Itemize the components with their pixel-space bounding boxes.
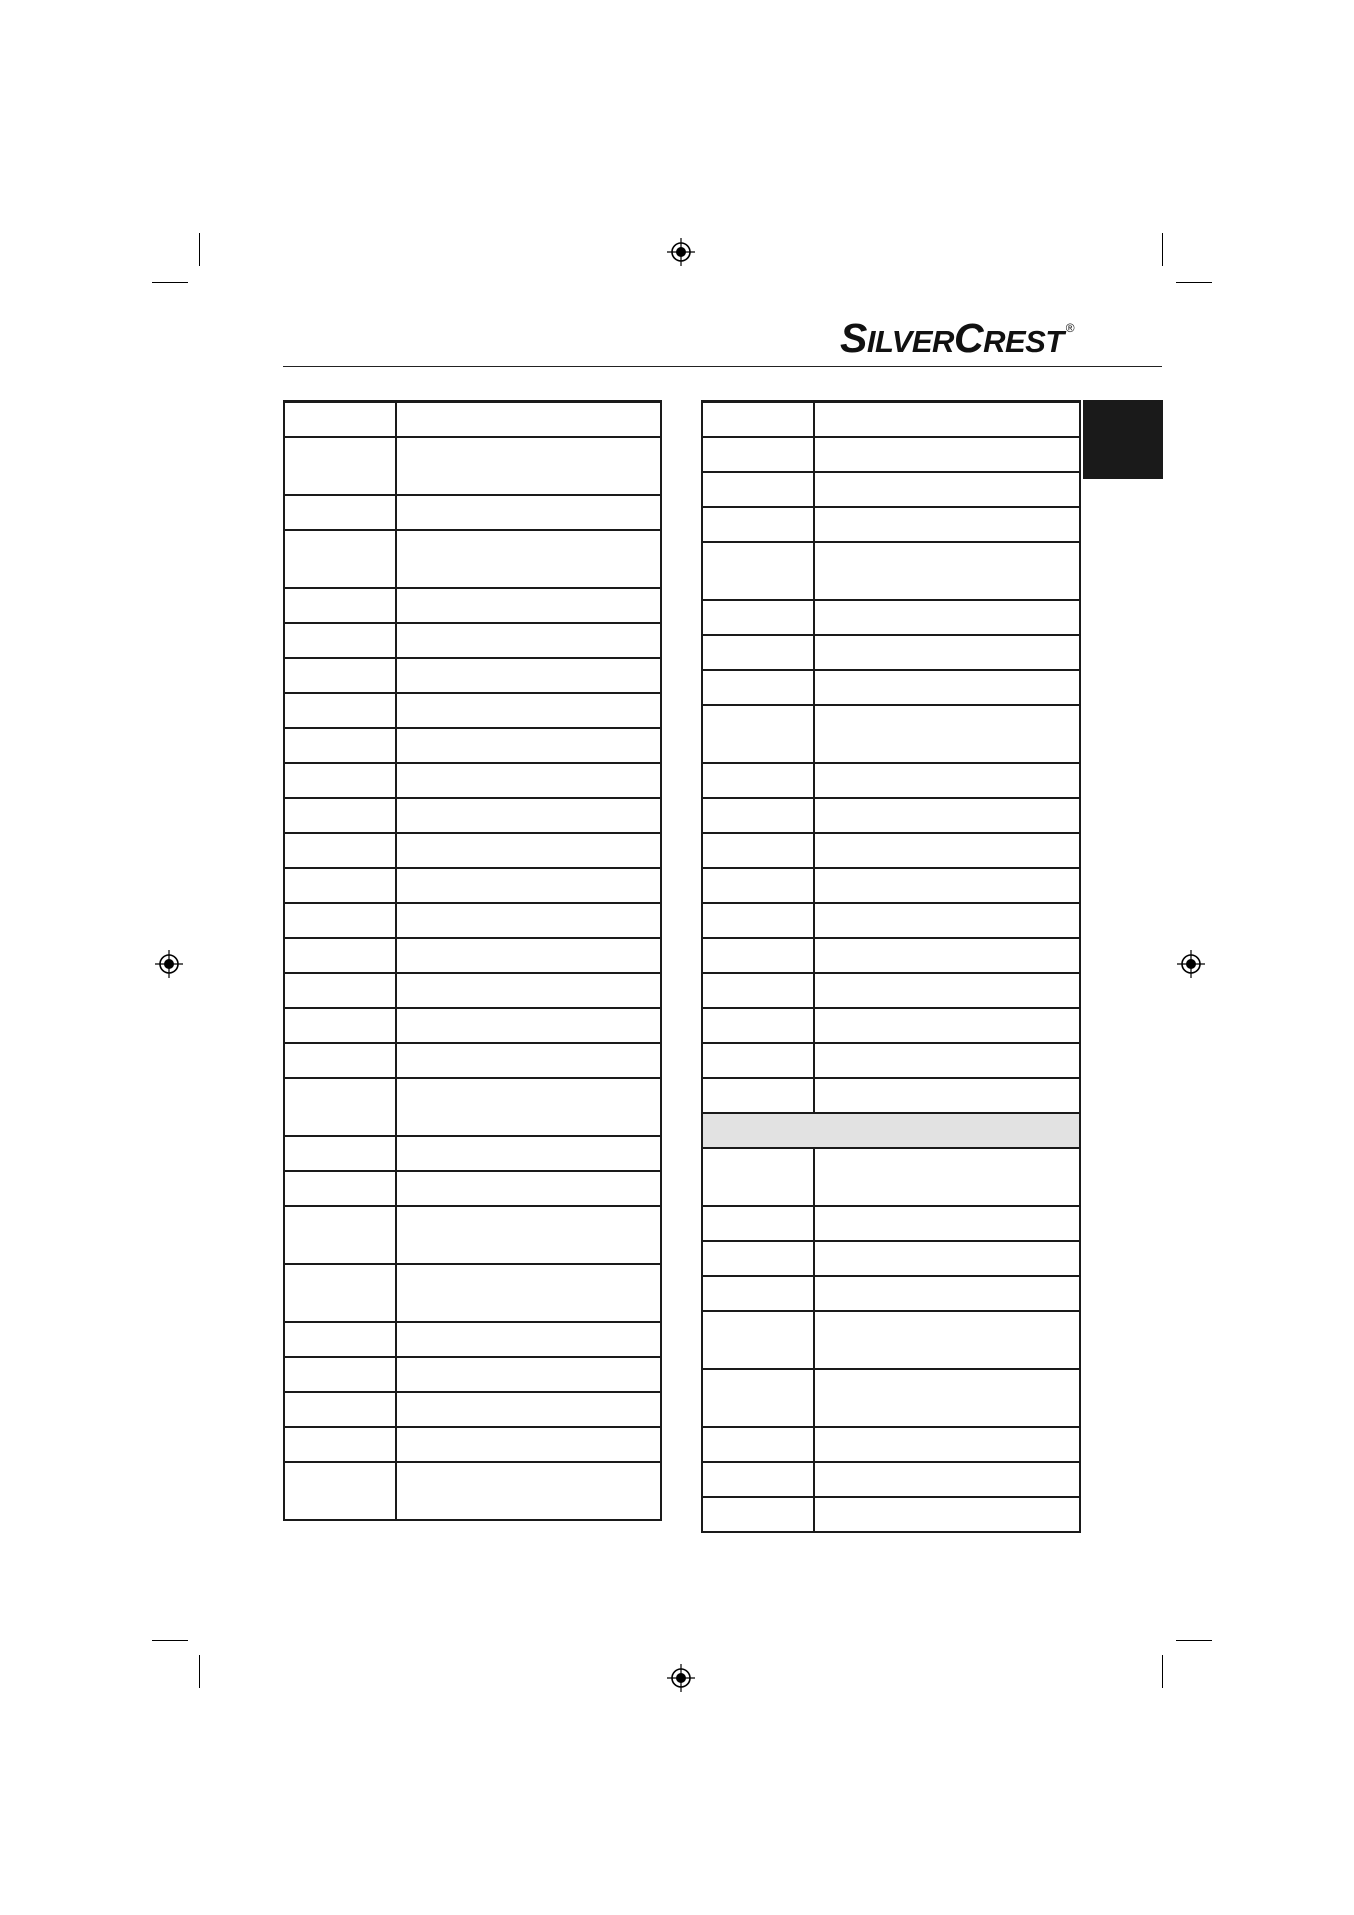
table-row xyxy=(702,472,1080,507)
row-value-cell xyxy=(396,1357,661,1392)
row-label-cell xyxy=(702,437,814,472)
crop-mark-bottom-right-h xyxy=(1176,1640,1212,1641)
registration-mark-icon xyxy=(1177,950,1205,978)
row-value-cell xyxy=(396,437,661,495)
row-value-cell xyxy=(814,1241,1080,1276)
table-row xyxy=(284,833,661,868)
row-value-cell xyxy=(814,705,1080,763)
row-label-cell xyxy=(702,542,814,600)
table-row xyxy=(702,1148,1080,1206)
table-row xyxy=(702,670,1080,705)
table-row xyxy=(284,1043,661,1078)
logo-text-ilver: ILVER xyxy=(866,324,954,359)
table-row xyxy=(284,530,661,588)
table-row xyxy=(702,1276,1080,1311)
row-label-cell xyxy=(702,1311,814,1369)
crop-mark-top-left-v xyxy=(199,233,200,266)
row-label-cell xyxy=(284,728,396,763)
header-rule xyxy=(283,366,1162,367)
table-row xyxy=(702,1369,1080,1427)
table-row xyxy=(702,1008,1080,1043)
table-row xyxy=(284,1171,661,1206)
table-row xyxy=(702,973,1080,1008)
row-label-cell xyxy=(284,495,396,530)
row-label-cell xyxy=(702,1043,814,1078)
registration-mark-icon xyxy=(155,950,183,978)
row-value-cell xyxy=(396,1043,661,1078)
table-row xyxy=(702,507,1080,542)
row-label-cell xyxy=(284,1078,396,1136)
table-row xyxy=(702,798,1080,833)
row-value-cell xyxy=(814,1206,1080,1241)
table-row xyxy=(702,763,1080,798)
row-value-cell xyxy=(396,1078,661,1136)
row-label-cell xyxy=(702,1008,814,1043)
row-value-cell xyxy=(396,1171,661,1206)
table-row xyxy=(284,868,661,903)
row-value-cell xyxy=(396,1462,661,1520)
row-label-cell xyxy=(284,1206,396,1264)
row-label-cell xyxy=(284,402,396,437)
table-row xyxy=(284,437,661,495)
table-row xyxy=(284,938,661,973)
table-row xyxy=(702,938,1080,973)
table-row xyxy=(702,402,1080,437)
row-value-cell xyxy=(396,1392,661,1427)
row-label-cell xyxy=(284,1171,396,1206)
table-row xyxy=(284,1264,661,1322)
row-label-cell xyxy=(284,1392,396,1427)
row-label-cell xyxy=(284,903,396,938)
registration-mark-icon xyxy=(667,1664,695,1692)
table-row xyxy=(284,1206,661,1264)
row-label-cell xyxy=(702,973,814,1008)
row-label-cell xyxy=(702,798,814,833)
table-row xyxy=(284,1392,661,1427)
crop-mark-top-left-h xyxy=(152,282,188,283)
logo-letter-s: S xyxy=(840,315,867,361)
row-value-cell xyxy=(814,1148,1080,1206)
row-label-cell xyxy=(284,623,396,658)
table-row xyxy=(284,623,661,658)
table-row xyxy=(284,495,661,530)
row-value-cell xyxy=(396,495,661,530)
table-row xyxy=(702,1427,1080,1462)
row-value-cell xyxy=(396,1136,661,1171)
row-value-cell xyxy=(396,1264,661,1322)
row-label-cell xyxy=(702,507,814,542)
row-label-cell xyxy=(284,833,396,868)
table-row xyxy=(284,1427,661,1462)
row-label-cell xyxy=(284,973,396,1008)
row-value-cell xyxy=(814,635,1080,670)
row-label-cell xyxy=(702,600,814,635)
row-value-cell xyxy=(814,1427,1080,1462)
row-label-cell xyxy=(284,437,396,495)
row-value-cell xyxy=(396,763,661,798)
table-row xyxy=(702,1078,1080,1113)
section-header-cell xyxy=(702,1113,1080,1148)
table-row xyxy=(284,1136,661,1171)
logo-text-rest: REST xyxy=(983,324,1064,359)
section-tab-marker xyxy=(1083,400,1163,479)
row-value-cell xyxy=(396,903,661,938)
table-row xyxy=(284,1462,661,1520)
table-row xyxy=(702,1241,1080,1276)
logo-letter-c: C xyxy=(953,315,984,361)
row-label-cell xyxy=(284,1136,396,1171)
row-label-cell xyxy=(702,1462,814,1497)
right-table xyxy=(701,400,1081,1533)
row-label-cell xyxy=(702,1369,814,1427)
row-label-cell xyxy=(284,1427,396,1462)
crop-mark-bottom-left-v xyxy=(199,1655,200,1688)
row-value-cell xyxy=(396,833,661,868)
table-row xyxy=(702,903,1080,938)
table-row xyxy=(284,973,661,1008)
row-label-cell xyxy=(284,1322,396,1357)
row-value-cell xyxy=(814,1078,1080,1113)
row-value-cell xyxy=(396,938,661,973)
row-label-cell xyxy=(702,635,814,670)
row-label-cell xyxy=(702,1206,814,1241)
row-value-cell xyxy=(396,1206,661,1264)
table-row xyxy=(284,1078,661,1136)
row-value-cell xyxy=(396,588,661,623)
row-value-cell xyxy=(814,1311,1080,1369)
row-value-cell xyxy=(814,798,1080,833)
row-value-cell xyxy=(396,530,661,588)
table-row xyxy=(702,1311,1080,1369)
table-row xyxy=(284,693,661,728)
table-row xyxy=(284,1357,661,1392)
row-value-cell xyxy=(396,728,661,763)
row-value-cell xyxy=(814,542,1080,600)
registration-mark-icon xyxy=(667,238,695,266)
table-row xyxy=(702,437,1080,472)
row-label-cell xyxy=(284,693,396,728)
crop-mark-top-right-h xyxy=(1176,282,1212,283)
row-value-cell xyxy=(814,868,1080,903)
row-label-cell xyxy=(284,763,396,798)
row-label-cell xyxy=(284,1043,396,1078)
row-label-cell xyxy=(702,1078,814,1113)
table-row xyxy=(284,798,661,833)
row-label-cell xyxy=(702,1427,814,1462)
row-value-cell xyxy=(814,763,1080,798)
row-value-cell xyxy=(396,868,661,903)
table-row xyxy=(284,1008,661,1043)
row-label-cell xyxy=(702,1148,814,1206)
row-label-cell xyxy=(284,1357,396,1392)
table-row xyxy=(284,1322,661,1357)
table-row xyxy=(702,635,1080,670)
row-value-cell xyxy=(396,693,661,728)
row-label-cell xyxy=(284,798,396,833)
row-value-cell xyxy=(814,938,1080,973)
table-row xyxy=(284,903,661,938)
row-label-cell xyxy=(702,670,814,705)
row-label-cell xyxy=(284,588,396,623)
crop-mark-bottom-right-v xyxy=(1162,1655,1163,1688)
table-row xyxy=(702,542,1080,600)
row-value-cell xyxy=(396,973,661,1008)
row-label-cell xyxy=(284,868,396,903)
row-label-cell xyxy=(284,658,396,693)
row-value-cell xyxy=(814,1008,1080,1043)
row-label-cell xyxy=(702,868,814,903)
table-row xyxy=(702,868,1080,903)
row-label-cell xyxy=(284,530,396,588)
brand-logo xyxy=(840,315,1075,361)
table-row xyxy=(702,1206,1080,1241)
row-value-cell xyxy=(814,1043,1080,1078)
row-label-cell xyxy=(702,705,814,763)
row-label-cell xyxy=(284,1462,396,1520)
table-row xyxy=(284,763,661,798)
table-row xyxy=(284,402,661,437)
row-label-cell xyxy=(284,938,396,973)
left-table xyxy=(283,400,662,1521)
row-value-cell xyxy=(814,1276,1080,1311)
row-value-cell xyxy=(814,600,1080,635)
table-row xyxy=(284,588,661,623)
row-value-cell xyxy=(814,1497,1080,1532)
registered-trademark: ® xyxy=(1065,321,1075,335)
table-row xyxy=(702,1462,1080,1497)
row-value-cell xyxy=(396,1008,661,1043)
row-label-cell xyxy=(702,1276,814,1311)
row-value-cell xyxy=(396,1322,661,1357)
row-value-cell xyxy=(396,1427,661,1462)
row-value-cell xyxy=(814,437,1080,472)
row-value-cell xyxy=(396,798,661,833)
row-value-cell xyxy=(814,670,1080,705)
table-row xyxy=(702,1043,1080,1078)
table-row xyxy=(702,833,1080,868)
section-header-row xyxy=(702,1113,1080,1148)
row-label-cell xyxy=(284,1264,396,1322)
table-row xyxy=(702,1497,1080,1532)
row-label-cell xyxy=(702,938,814,973)
row-label-cell xyxy=(702,472,814,507)
table-row xyxy=(702,600,1080,635)
row-label-cell xyxy=(702,402,814,437)
crop-mark-bottom-left-h xyxy=(152,1640,188,1641)
row-value-cell xyxy=(814,1369,1080,1427)
row-value-cell xyxy=(814,507,1080,542)
row-value-cell xyxy=(396,623,661,658)
row-value-cell xyxy=(814,973,1080,1008)
row-label-cell xyxy=(702,903,814,938)
row-label-cell xyxy=(702,763,814,798)
crop-mark-top-right-v xyxy=(1162,233,1163,266)
table-row xyxy=(284,728,661,763)
table-row xyxy=(702,705,1080,763)
row-value-cell xyxy=(396,658,661,693)
row-value-cell xyxy=(814,402,1080,437)
row-value-cell xyxy=(814,472,1080,507)
row-label-cell xyxy=(702,1497,814,1532)
table-row xyxy=(284,658,661,693)
row-label-cell xyxy=(284,1008,396,1043)
row-label-cell xyxy=(702,1241,814,1276)
row-value-cell xyxy=(814,833,1080,868)
row-label-cell xyxy=(702,833,814,868)
row-value-cell xyxy=(396,402,661,437)
row-value-cell xyxy=(814,1462,1080,1497)
row-value-cell xyxy=(814,903,1080,938)
